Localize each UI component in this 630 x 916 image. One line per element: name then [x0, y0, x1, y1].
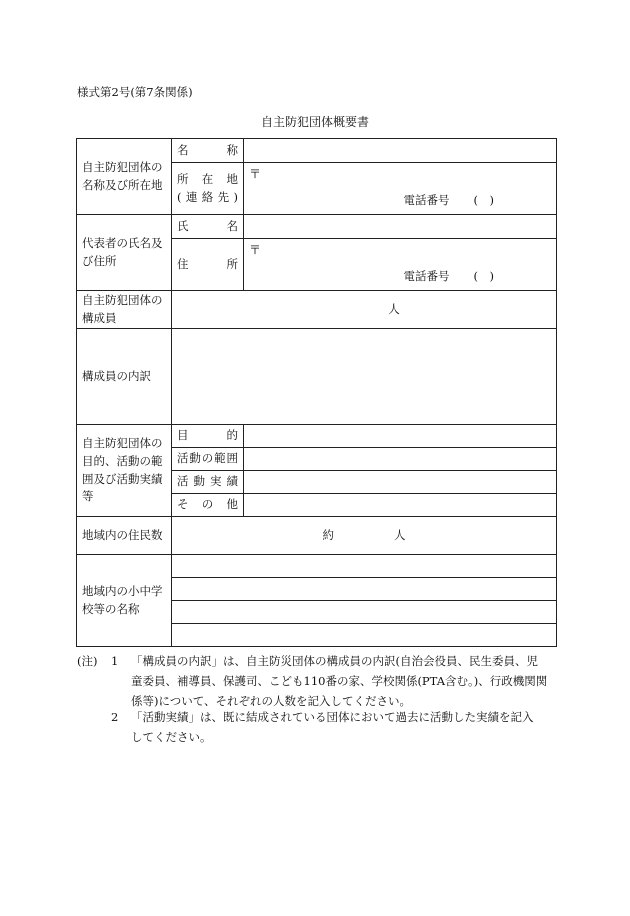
row-rep-name	[77, 215, 557, 239]
row-school-1	[77, 555, 557, 578]
representative-section-label: 代表者の氏名及び住所	[77, 215, 172, 291]
other-field[interactable]	[244, 494, 557, 517]
notes-head: (注)	[77, 654, 98, 668]
rep-address-label: 住 所	[172, 239, 244, 291]
postal-mark-icon: 〒	[249, 167, 262, 181]
school-field-3[interactable]	[172, 601, 557, 624]
overview-form-table	[76, 138, 557, 647]
row-member-breakdown	[77, 329, 557, 425]
activity-scope-label: 活動の範囲	[172, 448, 244, 471]
note-2-text: 「活動実績」は、既に結成されている団体において過去に活動した実績を記入 してください。	[131, 710, 534, 744]
document-title: 自主防犯団体概要書	[260, 115, 369, 129]
members-count-field[interactable]	[172, 291, 557, 329]
residents-section-label: 地域内の住民数	[77, 517, 172, 555]
members-section-label: 自主防犯団体の構成員	[77, 291, 172, 329]
purpose-field[interactable]	[244, 425, 557, 448]
schools-section-label: 地域内の小中学校等の名称	[77, 555, 172, 647]
member-breakdown-field[interactable]	[172, 329, 557, 425]
group-phone: 電話番号 ( )	[403, 193, 494, 208]
school-field-2[interactable]	[172, 578, 557, 601]
school-field-4[interactable]	[172, 624, 557, 647]
rep-phone: 電話番号 ( )	[403, 269, 494, 284]
purpose-section-label: 自主防犯団体の目的、活動の範囲及び活動実績等	[77, 425, 172, 517]
note-1-text: 「構成員の内訳」は、自主防災団体の構成員の内訳(自治会役員、民生委員、児 童委員、補導員、保護司、こども110番の家、学校関係(PTA含む。)、行政機関関 係等)について、それぞれの人数を記入してください。	[131, 654, 548, 708]
group-name-field[interactable]	[244, 139, 557, 163]
school-field-1[interactable]	[172, 555, 557, 578]
rep-address-field[interactable]	[244, 239, 557, 291]
members-unit: 人	[388, 301, 400, 316]
form-number-label: 様式第2号(第7条関係)	[77, 85, 193, 99]
member-breakdown-section-label: 構成員の内訳	[77, 329, 172, 425]
rep-name-field[interactable]	[244, 215, 557, 239]
group-name-label: 名 称	[172, 139, 244, 163]
row-group-name	[77, 139, 557, 163]
postal-mark-icon: 〒	[249, 243, 262, 257]
residents-count-field[interactable]	[172, 517, 557, 555]
residents-unit: 人	[394, 527, 406, 542]
activity-record-label: 活動実績	[172, 471, 244, 494]
rep-name-label: 氏 名	[172, 215, 244, 239]
group-address-field[interactable]	[244, 163, 557, 215]
other-label: そ の 他	[172, 494, 244, 517]
name-address-section-label: 自主防犯団体の名称及び所在地	[77, 139, 172, 215]
purpose-label: 目 的	[172, 425, 244, 448]
row-residents	[77, 517, 557, 555]
row-purpose	[77, 425, 557, 448]
residents-approx: 約	[322, 527, 334, 542]
activity-scope-field[interactable]	[244, 448, 557, 471]
group-address-label: 所 在 地 (連絡先)	[172, 163, 244, 215]
row-members	[77, 291, 557, 329]
activity-record-field[interactable]	[244, 471, 557, 494]
